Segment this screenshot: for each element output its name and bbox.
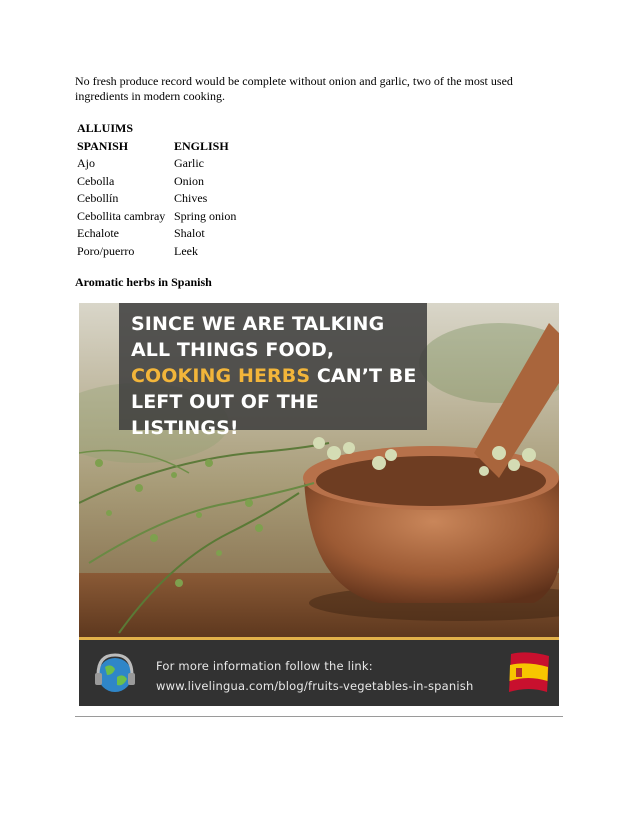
table-row — [75, 208, 236, 226]
section-heading: Aromatic herbs in Spanish — [75, 275, 212, 289]
alliums-title: ALLUIMS — [77, 121, 134, 135]
column-header-spanish: SPANISH — [77, 138, 129, 153]
headline-line: LEFT OUT OF THE LISTINGS! — [131, 391, 319, 439]
headline-line: ALL THINGS FOOD, — [131, 339, 335, 361]
english-cell: Shalot — [174, 226, 205, 240]
table-row — [75, 173, 236, 191]
alliums-table — [75, 120, 236, 260]
english-cell: Garlic — [174, 156, 204, 170]
spanish-cell: Ajo — [77, 156, 95, 170]
headline-line-rest: CAN’T BE — [310, 365, 417, 387]
promo-graphic — [79, 303, 559, 706]
intro-paragraph: No fresh produce record would be complete without onion and garlic, two of the most used ingredients in modern cooking. — [75, 74, 513, 103]
spain-flag-icon — [507, 648, 553, 698]
english-cell: Chives — [174, 191, 208, 205]
spanish-cell: Cebolla — [77, 173, 115, 188]
spanish-cell: Echalote — [77, 226, 119, 240]
table-row — [75, 155, 236, 173]
table-row — [75, 190, 236, 208]
english-cell: Leek — [174, 243, 198, 258]
horizontal-divider — [75, 716, 563, 717]
footer-link[interactable]: www.livelingua.com/blog/fruits-vegetables-in-spanish — [156, 679, 474, 693]
headline-highlight: COOKING HERBS — [131, 365, 311, 387]
spanish-cell: Poro/puerro — [77, 243, 135, 258]
english-cell: Onion — [174, 173, 204, 188]
footer-line: For more information follow the link: — [156, 659, 373, 673]
footer-text — [156, 656, 473, 696]
english-cell: Spring onion — [174, 208, 237, 223]
column-header-english: ENGLISH — [174, 138, 229, 153]
footer-banner — [79, 637, 559, 706]
headline-line — [131, 363, 417, 389]
table-row — [75, 225, 236, 243]
headline-line: SINCE WE ARE TALKING — [131, 313, 385, 335]
globe-headset-icon — [93, 651, 137, 699]
headline-box — [119, 303, 427, 439]
spanish-cell: Cebollita cambray — [77, 208, 166, 223]
table-row — [75, 243, 236, 261]
spanish-cell: Cebollín — [77, 191, 119, 205]
